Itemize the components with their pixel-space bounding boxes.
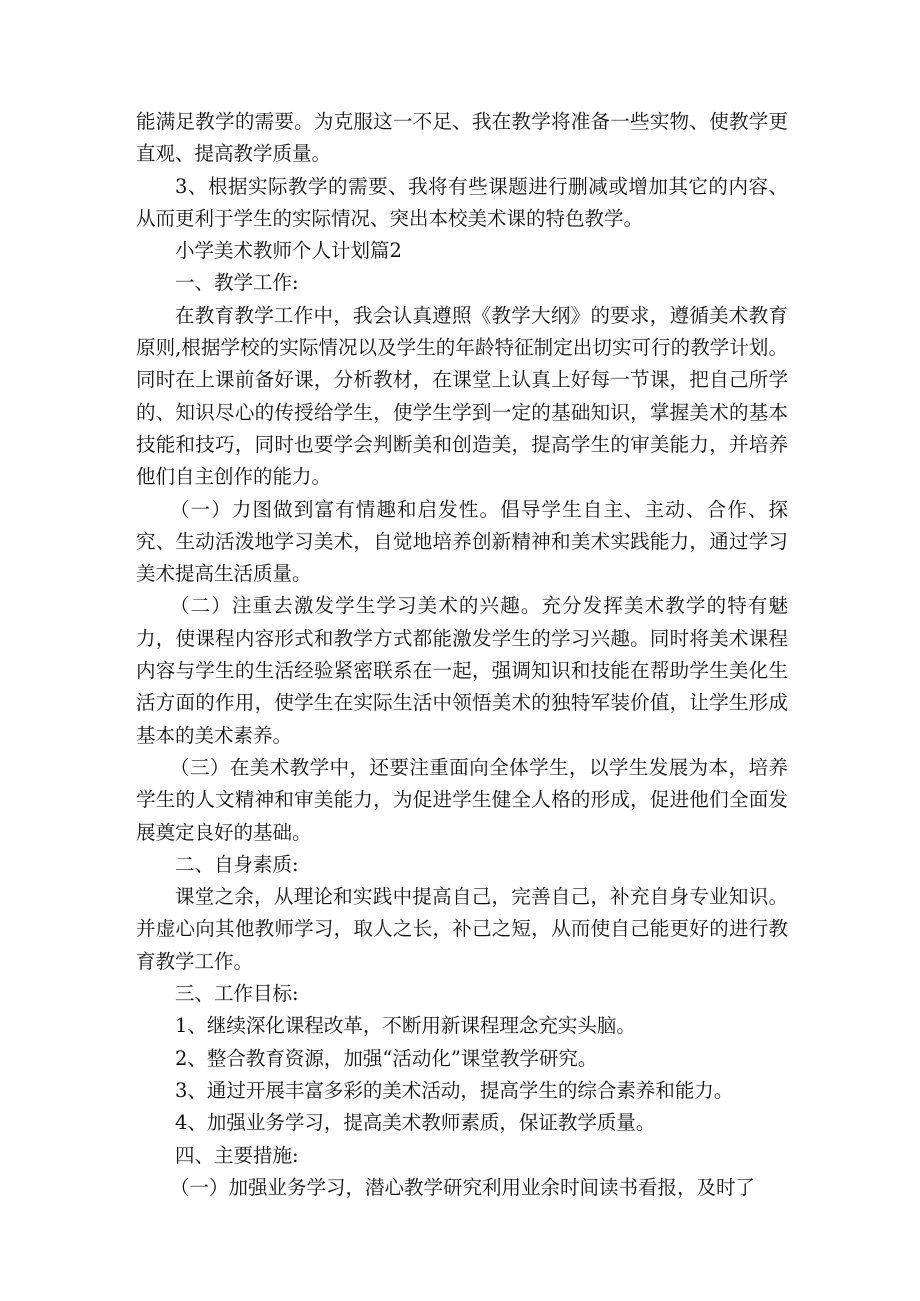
paragraph-item-3: 3、根据实际教学的需要、我将有些课题进行删减或增加其它的内容、从而更利于学生的实际情况、突出本校美术课的特色教学。 <box>136 174 788 230</box>
list-item-goal-4: 4、加强业务学习，提高美术教师素质，保证教学质量。 <box>175 1111 656 1135</box>
document-body <box>136 106 788 1204</box>
heading-teaching-work: 一、教学工作: <box>175 271 299 295</box>
list-item-goal-2: 2、整合教育资源，加强“活动化”课堂教学研究。 <box>175 1046 598 1070</box>
heading-work-goals: 三、工作目标: <box>175 982 299 1006</box>
paragraph-teaching-work: 在教育教学工作中，我会认真遵照《教学大纲》的要求，遵循美术教育原则,根据学校的实际情况以及学生的年龄特征制定出切实可行的教学计划。同时在上课前备好课，分析教材，在课堂上认真上好每一节课，把自己所学的、知识尽心的传授给学生，使学生学到一定的基础知识，掌握美术的基本技能和技巧，同时也要学会判断美和创造美，提高学生的审美能力，并培养他们自主创作的能力。 <box>136 303 788 489</box>
paragraph-sub-2: （二）注重去激发学生学习美术的兴趣。充分发挥美术教学的特有魅力，使课程内容形式和教学方式都能激发学生的学习兴趣。同时将美术课程内容与学生的生活经验紧密联系在一起，强调知识和技能在帮助学生美化生活方面的作用，使学生在实际生活中领悟美术的独特军装价值，让学生形成基本的美术素养。 <box>136 594 788 747</box>
paragraph-sub-1: （一）力图做到富有情趣和启发性。倡导学生自主、主动、合作、探究、生动活泼地学习美术，自觉地培养创新精神和美术实践能力，通过学习美术提高生活质量。 <box>136 497 788 586</box>
paragraph-sub-3: （三）在美术教学中，还要注重面向全体学生，以学生发展为本，培养学生的人文精神和审美能力，为促进学生健全人格的形成，促进他们全面发展奠定良好的基础。 <box>136 755 788 844</box>
list-item-goal-3: 3、通过开展丰富多彩的美术活动，提高学生的综合素养和能力。 <box>175 1078 734 1102</box>
paragraph-continuation: 能满足教学的需要。为克服这一不足、我在教学将准备一些实物、使教学更直观、提高教学质量。 <box>136 110 788 166</box>
heading-self-quality: 二、自身素质: <box>175 852 299 876</box>
paragraph-self-quality: 课堂之余，从理论和实践中提高自己，完善自己，补充自身专业知识。并虚心向其他教师学习，取人之长，补己之短，从而使自己能更好的进行教育教学工作。 <box>136 885 788 973</box>
paragraph-measure-1: （一）加强业务学习，潜心教学研究利用业余时间读书看报，及时了 <box>170 1175 756 1199</box>
list-item-goal-1: 1、继续深化课程改革，不断用新课程理念充实头脑。 <box>175 1014 636 1038</box>
section-title: 小学美术教师个人计划篇2 <box>175 239 402 263</box>
heading-main-measures: 四、主要措施: <box>175 1143 299 1167</box>
